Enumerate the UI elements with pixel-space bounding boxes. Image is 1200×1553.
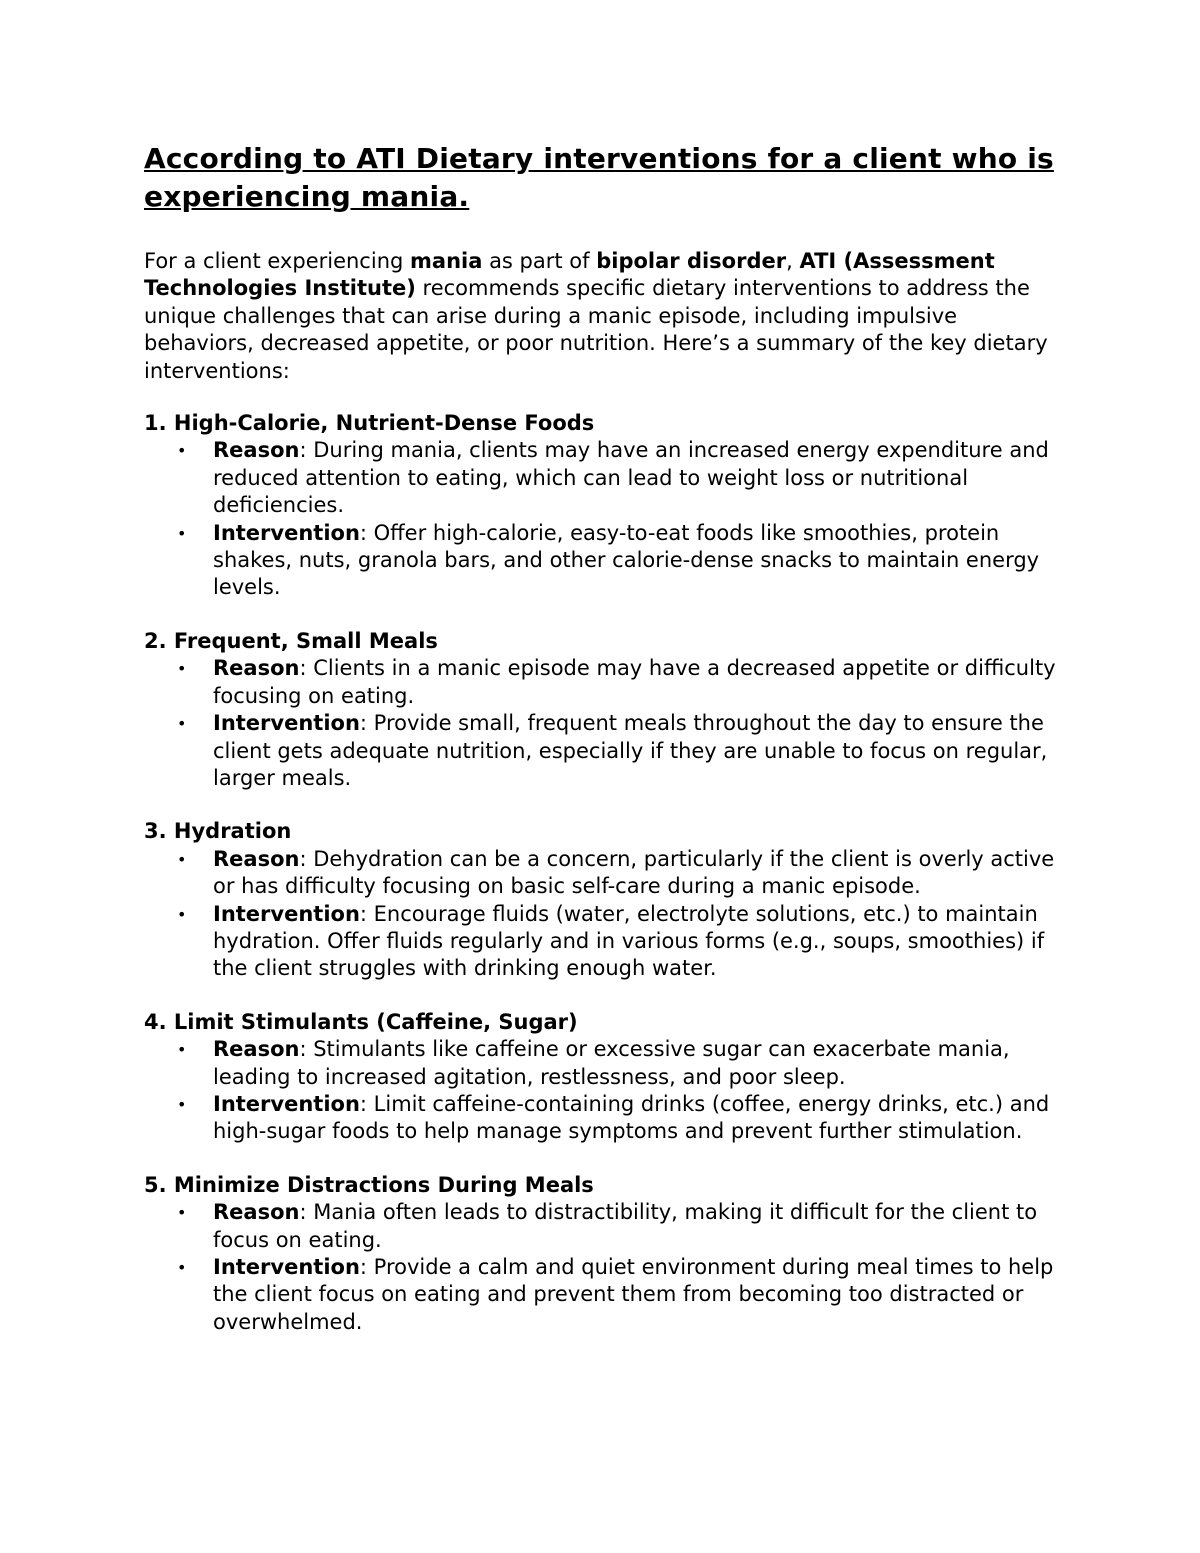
intro-text: , <box>786 249 800 273</box>
bullet-icon: • <box>177 1094 187 1114</box>
intervention-item <box>144 520 1064 602</box>
section-heading: 5. Minimize Distractions During Meals <box>144 1172 594 1197</box>
bullet-icon: • <box>177 849 187 869</box>
intervention-text: : Provide small, frequent meals throughout the day to ensure the client gets adequate nutrition, especially if they are unable to focus on regular, larger meals. <box>213 711 1048 790</box>
section-2 <box>144 628 1064 792</box>
intro-text: recommends specific dietary interventions to address the unique challenges that can arise during a manic episode, including impulsive behaviors, decreased appetite, or poor nutrition. Here’s a summary of the key dietary interventions: <box>144 276 1048 383</box>
point-list <box>144 437 1064 601</box>
point-list <box>144 1036 1064 1146</box>
reason-label: Reason <box>213 656 300 681</box>
reason-item <box>144 846 1064 901</box>
reason-item <box>144 1036 1064 1091</box>
bullet-icon: • <box>177 659 187 679</box>
reason-text: : Clients in a manic episode may have a decreased appetite or difficulty focusing on eating. <box>213 656 1056 708</box>
reason-item <box>144 437 1064 519</box>
bullet-icon: • <box>177 904 187 924</box>
intro-bold-bipolar: bipolar disorder <box>596 249 787 273</box>
section-heading: 4. Limit Stimulants (Caffeine, Sugar) <box>144 1009 578 1034</box>
section-4 <box>144 1009 1064 1146</box>
point-list <box>144 655 1064 792</box>
section-heading: 2. Frequent, Small Meals <box>144 628 438 653</box>
bullet-icon: • <box>177 523 187 543</box>
intervention-item <box>144 1254 1064 1336</box>
intervention-label: Intervention <box>213 901 360 926</box>
intro-bold-ati: ATI (Assessment Technologies Institute) <box>144 249 995 301</box>
intro-text: as part of <box>482 249 597 273</box>
intervention-label: Intervention <box>213 520 360 545</box>
reason-text: : Mania often leads to distractibility, making it difficult for the client to focus on eating. <box>213 1200 1038 1252</box>
intervention-text: : Offer high-calorie, easy-to-eat foods like smoothies, protein shakes, nuts, granola bars, and other calorie-dense snacks to maintain energy levels. <box>213 520 1040 600</box>
intervention-item <box>144 1091 1064 1146</box>
bullet-icon: • <box>177 1258 187 1277</box>
point-list <box>144 846 1064 983</box>
intervention-text: : Provide a calm and quiet environment during meal times to help the client focus on eating and prevent them from becoming too distracted or overwhelmed. <box>213 1255 1054 1334</box>
bullet-icon: • <box>177 1203 187 1223</box>
reason-label: Reason <box>213 438 300 463</box>
intervention-label: Intervention <box>213 1091 360 1116</box>
point-list <box>144 1199 1064 1336</box>
reason-item <box>144 1199 1064 1254</box>
intro-bold-mania: mania <box>410 249 483 273</box>
intro-paragraph <box>144 248 1064 385</box>
intro-text: For a client experiencing <box>144 249 411 273</box>
intervention-label: Intervention <box>213 1255 360 1279</box>
document-page <box>144 140 1064 1362</box>
section-heading: 3. Hydration <box>144 819 292 844</box>
section-3 <box>144 818 1064 982</box>
section-1 <box>144 410 1064 602</box>
section-heading: 1. High-Calorie, Nutrient-Dense Foods <box>144 411 595 436</box>
reason-label: Reason <box>213 1037 300 1062</box>
intervention-text: : Limit caffeine-containing drinks (coffee, energy drinks, etc.) and high-sugar foods to help manage symptoms and prevent further stimulation. <box>213 1091 1050 1144</box>
intervention-label: Intervention <box>213 711 360 736</box>
bullet-icon: • <box>177 441 187 461</box>
reason-label: Reason <box>213 1200 300 1225</box>
reason-text: : Stimulants like caffeine or excessive sugar can exacerbate mania, leading to increased agitation, restlessness, and poor sleep. <box>213 1037 1010 1089</box>
section-5 <box>144 1172 1064 1336</box>
bullet-icon: • <box>177 1040 187 1060</box>
reason-label: Reason <box>213 846 300 871</box>
reason-text: : Dehydration can be a concern, particularly if the client is overly active or has difficulty focusing on basic self-care during a manic episode. <box>213 846 1055 899</box>
intervention-text: : Encourage fluids (water, electrolyte solutions, etc.) to maintain hydration. Offer fluids regularly and in various forms (e.g., soups, smoothies) if the client struggles with drinking enough water. <box>213 901 1045 981</box>
intervention-item <box>144 901 1064 983</box>
intervention-item <box>144 710 1064 792</box>
document-title: According to ATI Dietary interventions for a client who is experiencing mania. <box>144 142 1054 213</box>
bullet-icon: • <box>177 714 187 734</box>
reason-item <box>144 655 1064 710</box>
reason-text: : During mania, clients may have an increased energy expenditure and reduced attention to eating, which can lead to weight loss or nutritional deficiencies. <box>213 438 1049 518</box>
